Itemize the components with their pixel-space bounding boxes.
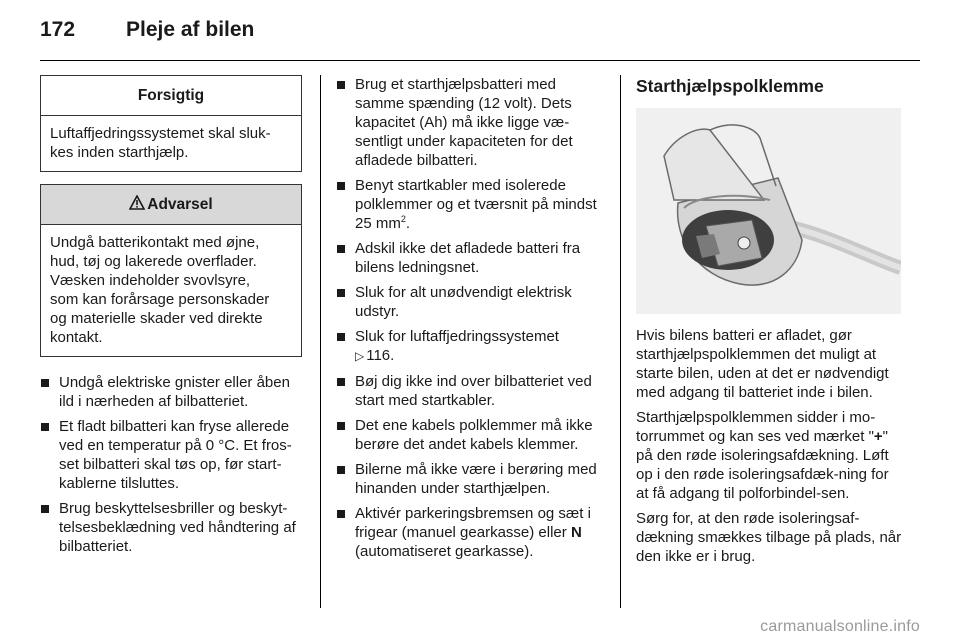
paragraph: Hvis bilens batteri er afladet, gør starthjælpspolklemmen det muligt at starte bilen, uden at det er nødvendigt med adgang til batteriet inde i bilen. (636, 327, 889, 401)
bullet-square-icon (337, 81, 345, 89)
list-item: Undgå elektriske gnister eller åben ild i nærheden af bilbatteriet. (40, 373, 302, 411)
warning-line: som kan forårsage personskader (50, 291, 270, 308)
warning-line: Undgå batterikontakt med øjne, (50, 234, 260, 251)
warning-line: og materielle skader ved direkte (50, 310, 263, 327)
warning-box (40, 184, 302, 357)
warning-title: Advarsel (147, 196, 213, 213)
bullet-square-icon (337, 466, 345, 474)
paragraph: Starthjælpspolklemmen sidder i mo-torrummet og kan ses ved mærket "+" på den røde isoleringsafdækning. Løft op i den røde isoleringsafdæk-ning for at få adgang til polforbindel-sen. (636, 409, 889, 502)
gear-letter: N (570, 524, 582, 541)
header-rule (40, 60, 920, 61)
list-item: Brug et starthjælpsbatteri med samme spænding (12 volt). Dets kapacitet (Ah) må ikke ligge væ-sentligt under kapaciteten for det afladede bilbatteri. (336, 75, 606, 170)
list-item: Aktivér parkeringsbremsen og sæt i frigear (manuel gearkasse) eller N (automatiseret gearkasse). (336, 504, 606, 561)
list-item: Det ene kabels polklemmer må ikke berøre det andet kabels klemmer. (336, 416, 606, 454)
caution-title: Forsigtig (41, 76, 301, 116)
bullet-square-icon (337, 289, 345, 297)
paragraph: Sørg for, at den røde isoleringsaf-dækning smækkes tilbage på plads, når den ikke er i brug. (636, 510, 902, 565)
bullet-square-icon (337, 510, 345, 518)
page-header (40, 18, 254, 48)
section-title: Starthjælpspolklemme (636, 76, 824, 96)
page-ref[interactable]: 116. (366, 347, 395, 364)
bullet-list (336, 75, 606, 561)
bullet-square-icon (337, 422, 345, 430)
bullet-square-icon (337, 182, 345, 190)
watermark: carmanualsonline.info (760, 618, 920, 635)
column-divider (620, 75, 621, 608)
bullet-square-icon (41, 379, 49, 387)
bullet-list (40, 373, 302, 556)
list-item: Et fladt bilbatteri kan fryse allerede ved en temperatur på 0 °C. Et fros-set bilbatteri skal tøs op, før start-kablerne tilsluttes. (40, 417, 302, 493)
warning-line: hud, tøj og lakerede overflader. (50, 253, 257, 270)
warning-header (41, 185, 301, 225)
warning-triangle-icon (129, 195, 145, 215)
column-1 (40, 75, 302, 562)
list-item: Brug beskyttelsesbriller og beskyt-telsesbeklædning ved håndtering af bilbatteriet. (40, 499, 302, 556)
warning-text (41, 225, 301, 356)
column-2 (336, 75, 606, 567)
list-item: Adskil ikke det afladede batteri fra bilens ledningsnet. (336, 239, 606, 277)
bullet-square-icon (337, 245, 345, 253)
bullet-square-icon (337, 378, 345, 386)
caution-box (40, 75, 302, 172)
list-item: Sluk for luftaffjedringssystemet ▷ 116. (336, 327, 606, 366)
bullet-square-icon (337, 333, 345, 341)
list-item: Sluk for alt unødvendigt elektrisk udstyr. (336, 283, 606, 321)
page-ref-arrow-icon: ▷ (355, 349, 365, 363)
page-title: Pleje af bilen (126, 18, 255, 41)
bullet-square-icon (41, 505, 49, 513)
list-item: Bøj dig ikke ind over bilbatteriet ved start med startkabler. (336, 372, 606, 410)
list-item: Benyt startkabler med isolerede polklemmer og et tværsnit på mindst 25 $mm^2$. (336, 176, 606, 233)
plus-symbol-icon: + (873, 428, 883, 445)
column-divider (320, 75, 321, 608)
page-number: 172 (40, 18, 76, 41)
column-3 (636, 75, 904, 572)
warning-line: Væsken indeholder svovlsyre, (50, 272, 251, 289)
warning-line: kontakt. (50, 329, 103, 346)
jump-start-terminal-image (636, 108, 901, 314)
bullet-square-icon (41, 423, 49, 431)
list-item: Bilerne må ikke være i berøring med hinanden under starthjælpen. (336, 460, 606, 498)
caution-text: Luftaffjedringssystemet skal sluk-kes inden starthjælp. (50, 125, 271, 161)
